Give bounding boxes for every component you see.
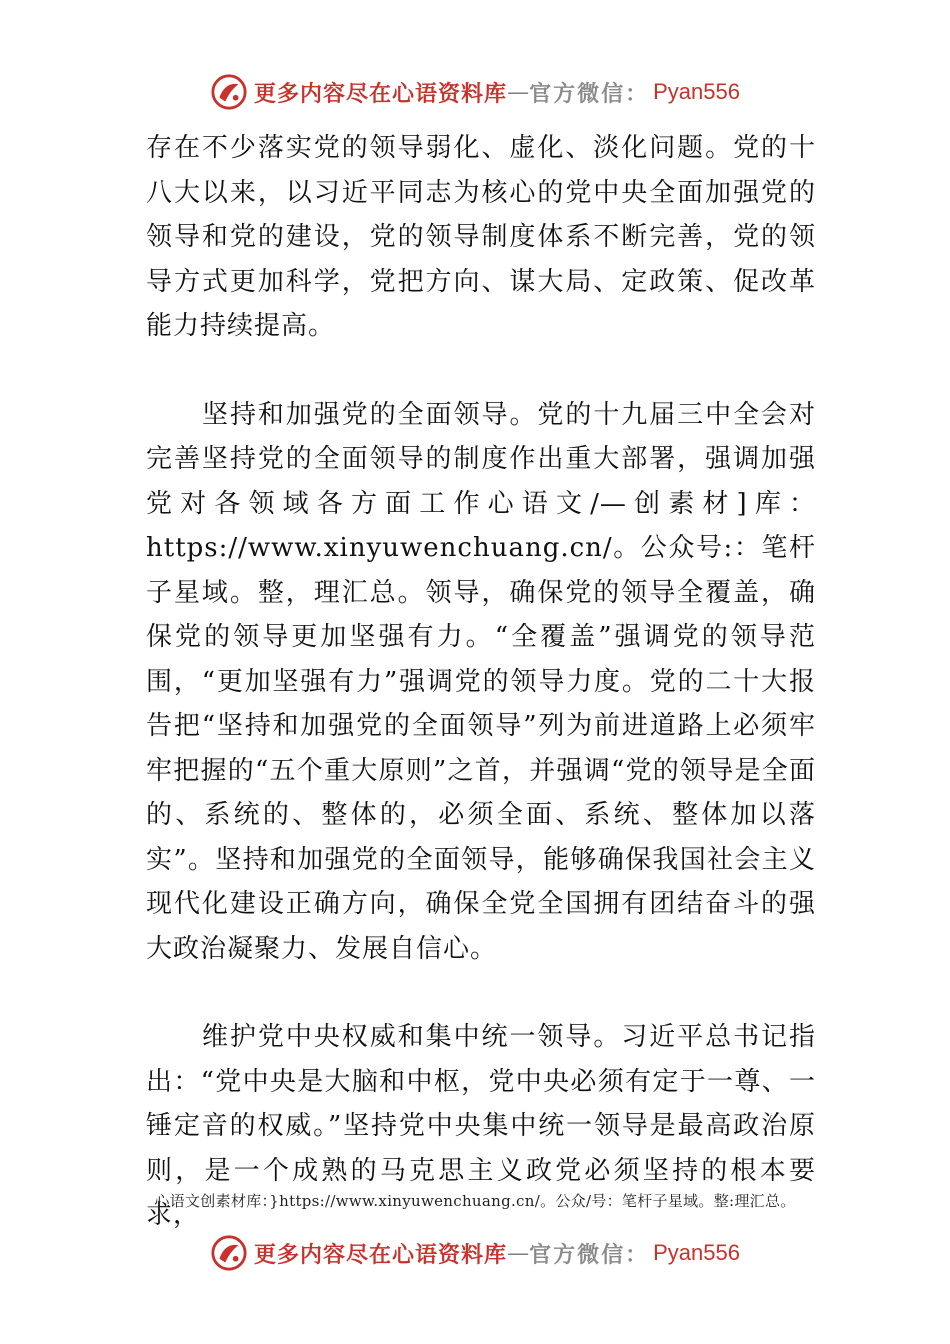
document-body bbox=[146, 126, 816, 1238]
banner-dash: — bbox=[507, 79, 530, 105]
banner-label: 官方微信： bbox=[529, 1241, 650, 1268]
paragraph-1: 存在不少落实党的领导弱化、虚化、淡化问题。党的十八大以来，以习近平同志为核心的党中央全面加强党的领导和党的建设，党的领导制度体系不断完善，党的领导方式更加科学，党把方向、谋大局、定政策、促改革能力持续提高。 bbox=[146, 133, 816, 341]
paragraph-3: 维护党中央权威和集中统一领导。习近平总书记指出：“党中央是大脑和中枢，党中央必须有定于一尊、一锤定音的权威。”坚持党中央集中统一领导是最高政治原则，是一个成熟的马克思主义政党必须坚持的根本要求， bbox=[146, 1022, 816, 1230]
banner-account: Pyan556 bbox=[653, 79, 740, 104]
banner-highlight: 更多内容尽在心语资料库 bbox=[254, 1241, 508, 1268]
banner-highlight: 更多内容尽在心语资料库 bbox=[254, 80, 508, 107]
footer-source-line: 心语文创素材库：}https://www.xinyuwenchuang.cn/。公众/号：笔杆子星域。整:理汇总。 bbox=[154, 1192, 796, 1210]
seal-logo-icon bbox=[210, 1234, 248, 1272]
paragraph-2: 坚持和加强党的全面领导。党的十九届三中全会对完善坚持党的全面领导的制度作出重大部署，强调加强党对各领域各方面工作心语文/—创素材]库：https://www.xinyuwenchuang.cn/。公众号:：笔杆子星域。整，理汇总。领导，确保党的领导全覆盖，确保党的领导更加坚强有力。“全覆盖”强调党的领导范围，“更加坚强有力”强调党的领导力度。党的二十大报告把“坚持和加强党的全面领导”列为前进道路上必须牢牢把握的“五个重大原则”之首，并强调“党的领导是全面的、系统的、整体的，必须全面、系统、整体加以落实”。坚持和加强党的全面领导，能够确保我国社会主义现代化建设正确方向，确保全党全国拥有团结奋斗的强大政治凝聚力、发展自信心。 bbox=[146, 399, 816, 964]
footer-banner bbox=[0, 1231, 950, 1275]
banner-account: Pyan556 bbox=[653, 1240, 740, 1265]
header-banner bbox=[0, 70, 950, 114]
banner-label: 官方微信： bbox=[529, 80, 650, 107]
seal-logo-icon bbox=[210, 73, 248, 111]
banner-dash: — bbox=[507, 1240, 530, 1266]
